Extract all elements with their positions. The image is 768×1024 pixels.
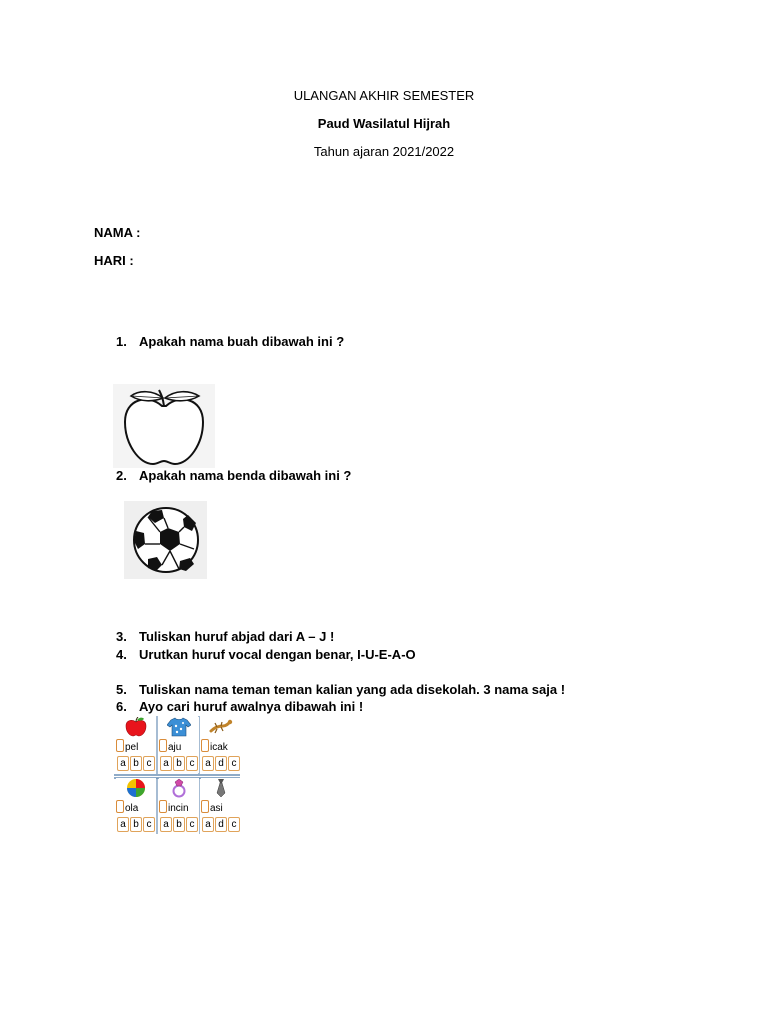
grid-cell <box>159 717 199 773</box>
word-text: pel <box>125 742 139 753</box>
letter-option[interactable]: a <box>160 756 172 771</box>
blank-letter-box[interactable] <box>201 739 209 752</box>
lizard-icon <box>209 717 233 737</box>
question-number: 4. <box>116 647 127 662</box>
letter-option[interactable]: a <box>160 817 172 832</box>
question-number: 2. <box>116 468 127 483</box>
school-year: Tahun ajaran 2021/2022 <box>313 144 455 159</box>
letter-option[interactable]: a <box>202 756 214 771</box>
question-5 <box>116 682 565 697</box>
blank-letter-box[interactable] <box>201 800 209 813</box>
grid-cell <box>116 778 156 834</box>
letter-option[interactable]: a <box>202 817 214 832</box>
question-1 <box>116 334 344 349</box>
exam-title: ULANGAN AKHIR SEMESTER <box>293 88 475 103</box>
shirt-icon <box>167 717 191 737</box>
letter-option[interactable]: c <box>228 756 240 771</box>
apple-picture <box>113 384 215 468</box>
question-text: Apakah nama buah dibawah ini ? <box>139 334 345 349</box>
word-text: incin <box>168 803 189 814</box>
question-text: Ayo cari huruf awalnya dibawah ini ! <box>139 699 364 714</box>
word-prompt <box>201 739 228 753</box>
question-number: 1. <box>116 334 127 349</box>
question-2 <box>116 468 351 483</box>
question-3 <box>116 629 334 644</box>
school-name: Paud Wasilatul Hijrah <box>317 116 451 131</box>
question-text: Tuliskan huruf abjad dari A – J ! <box>139 629 335 644</box>
letter-option[interactable]: d <box>215 817 227 832</box>
apple-icon <box>124 717 148 737</box>
letter-options <box>202 817 241 832</box>
letter-option[interactable]: c <box>143 817 155 832</box>
word-prompt <box>159 800 189 814</box>
ball-icon <box>124 778 148 798</box>
letter-option[interactable]: b <box>130 817 142 832</box>
letter-option[interactable]: b <box>173 756 185 771</box>
word-text: aju <box>168 742 182 753</box>
letter-option[interactable]: c <box>186 756 198 771</box>
letter-option[interactable]: c <box>228 817 240 832</box>
word-prompt <box>201 800 223 814</box>
day-field-label: HARI : <box>94 253 134 268</box>
grid-cell <box>116 717 156 773</box>
question-text: Tuliskan nama teman teman kalian yang ada disekolah. 3 nama saja ! <box>139 682 566 697</box>
letter-option[interactable]: d <box>215 756 227 771</box>
letter-option[interactable]: a <box>117 756 129 771</box>
name-field-label: NAMA : <box>94 225 141 240</box>
question-4 <box>116 647 416 662</box>
word-text: icak <box>210 742 228 753</box>
letter-options <box>117 756 156 771</box>
blank-letter-box[interactable] <box>159 800 167 813</box>
tie-icon <box>209 778 233 798</box>
letter-options <box>160 817 199 832</box>
blank-letter-box[interactable] <box>116 800 124 813</box>
word-prompt <box>116 800 138 814</box>
word-text: asi <box>210 803 223 814</box>
letter-options <box>117 817 156 832</box>
grid-cell <box>201 717 241 773</box>
question-number: 6. <box>116 699 127 714</box>
question-text: Apakah nama benda dibawah ini ? <box>139 468 352 483</box>
letter-option[interactable]: b <box>130 756 142 771</box>
letter-options <box>160 756 199 771</box>
letter-option[interactable]: a <box>117 817 129 832</box>
letter-option[interactable]: c <box>186 817 198 832</box>
word-prompt <box>159 739 181 753</box>
letter-options <box>202 756 241 771</box>
grid-cell <box>159 778 199 834</box>
letter-option[interactable]: b <box>173 817 185 832</box>
question-text: Urutkan huruf vocal dengan benar, I-U-E-A-O <box>139 647 416 662</box>
word-text: ola <box>125 803 139 814</box>
question-number: 3. <box>116 629 127 644</box>
letter-grid <box>114 716 240 834</box>
ring-icon <box>167 778 191 798</box>
question-6 <box>116 699 363 714</box>
soccer-ball-picture <box>124 501 207 579</box>
blank-letter-box[interactable] <box>116 739 124 752</box>
letter-option[interactable]: c <box>143 756 155 771</box>
word-prompt <box>116 739 138 753</box>
grid-cell <box>201 778 241 834</box>
blank-letter-box[interactable] <box>159 739 167 752</box>
question-number: 5. <box>116 682 127 697</box>
